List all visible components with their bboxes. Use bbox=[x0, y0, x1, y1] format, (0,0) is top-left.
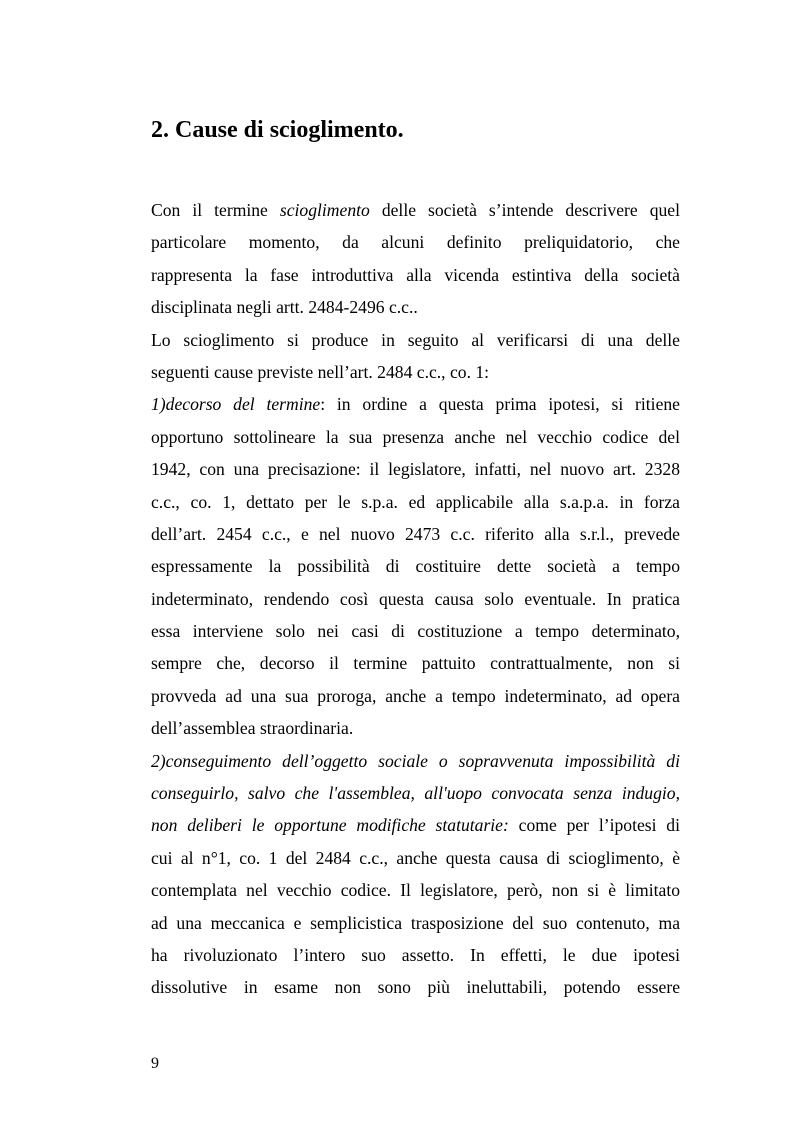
text-line bbox=[151, 486, 680, 518]
text-span: : in ordine a questa prima ipotesi, si ritiene bbox=[320, 394, 680, 415]
text-line bbox=[151, 291, 680, 323]
italic-text: scioglimento bbox=[279, 200, 370, 220]
text-line bbox=[151, 777, 680, 809]
text-span: dell’art. 2454 c.c., e nel nuovo 2473 c.c. riferito alla s.r.l., prevede bbox=[151, 523, 680, 544]
text-line bbox=[151, 583, 680, 615]
text-line bbox=[151, 356, 680, 388]
text-line bbox=[151, 550, 680, 582]
text-line bbox=[151, 421, 680, 453]
body-text bbox=[151, 194, 680, 1004]
text-line bbox=[151, 194, 680, 226]
text-span: delle società s’intende descrivere quel bbox=[369, 200, 680, 220]
text-line bbox=[151, 324, 680, 356]
text-span: contemplata nel vecchio codice. Il legislatore, però, non si è limitato bbox=[151, 880, 680, 901]
text-span: Lo scioglimento si produce in seguito al verificarsi di una delle bbox=[151, 329, 680, 350]
italic-text: conseguirlo, salvo che l'assemblea, all'uopo convocata senza indugio, bbox=[151, 783, 680, 804]
text-span: sempre che, decorso il termine pattuito contrattualmente, non si bbox=[151, 653, 680, 674]
text-span: 1942, con una precisazione: il legislatore, infatti, nel nuovo art. 2328 bbox=[151, 459, 680, 480]
italic-text: non deliberi le opportune modifiche statutarie: bbox=[151, 815, 509, 836]
text-span: ha rivoluzionato l’intero suo assetto. In effetti, le due ipotesi bbox=[151, 944, 680, 965]
text-span: dell’assemblea straordinaria. bbox=[151, 718, 354, 739]
text-line bbox=[151, 615, 680, 647]
text-span: seguenti cause previste nell’art. 2484 c.c., co. 1: bbox=[151, 361, 490, 382]
text-span: ad una meccanica e semplicistica trasposizione del suo contenuto, ma bbox=[151, 912, 680, 933]
text-line bbox=[151, 647, 680, 679]
text-line bbox=[151, 874, 680, 906]
text-line bbox=[151, 907, 680, 939]
text-span: indeterminato, rendendo così questa causa solo eventuale. In pratica bbox=[151, 588, 680, 609]
text-span: Con il termine bbox=[151, 200, 280, 220]
text-line bbox=[151, 518, 680, 550]
text-span: provveda ad una sua proroga, anche a tempo indeterminato, ad opera bbox=[151, 685, 680, 706]
text-span: essa interviene solo nei casi di costituzione a tempo determinato, bbox=[151, 621, 680, 642]
text-span: particolare momento, da alcuni definito preliquidatorio, che bbox=[151, 232, 680, 253]
text-span: rappresenta la fase introduttiva alla vicenda estintiva della società bbox=[151, 264, 680, 285]
text-line bbox=[151, 453, 680, 485]
text-line bbox=[151, 939, 680, 971]
text-span: come per l’ipotesi di bbox=[508, 815, 680, 836]
page-number: 9 bbox=[151, 1055, 159, 1072]
section-heading: 2. Cause di scioglimento. bbox=[151, 117, 404, 143]
text-line bbox=[151, 842, 680, 874]
text-line bbox=[151, 388, 680, 420]
text-line bbox=[151, 226, 680, 258]
italic-text: 1)decorso del termine bbox=[151, 394, 321, 415]
text-span: disciplinata negli artt. 2484-2496 c.c.. bbox=[151, 297, 418, 318]
text-line bbox=[151, 745, 680, 777]
text-span: dissolutive in esame non sono più ineluttabili, potendo essere bbox=[151, 977, 680, 998]
text-line bbox=[151, 259, 680, 291]
text-span: cui al n°1, co. 1 del 2484 c.c., anche questa causa di scioglimento, è bbox=[151, 847, 680, 868]
text-line bbox=[151, 809, 680, 841]
text-span: espressamente la possibilità di costituire dette società a tempo bbox=[151, 556, 680, 577]
text-span: c.c., co. 1, dettato per le s.p.a. ed applicabile alla s.a.p.a. in forza bbox=[151, 491, 680, 512]
text-line bbox=[151, 971, 680, 1003]
text-line bbox=[151, 712, 680, 744]
text-span: opportuno sottolineare la sua presenza anche nel vecchio codice del bbox=[151, 426, 680, 447]
italic-text: 2)conseguimento dell’oggetto sociale o sopravvenuta impossibilità di bbox=[151, 750, 680, 771]
text-line bbox=[151, 680, 680, 712]
